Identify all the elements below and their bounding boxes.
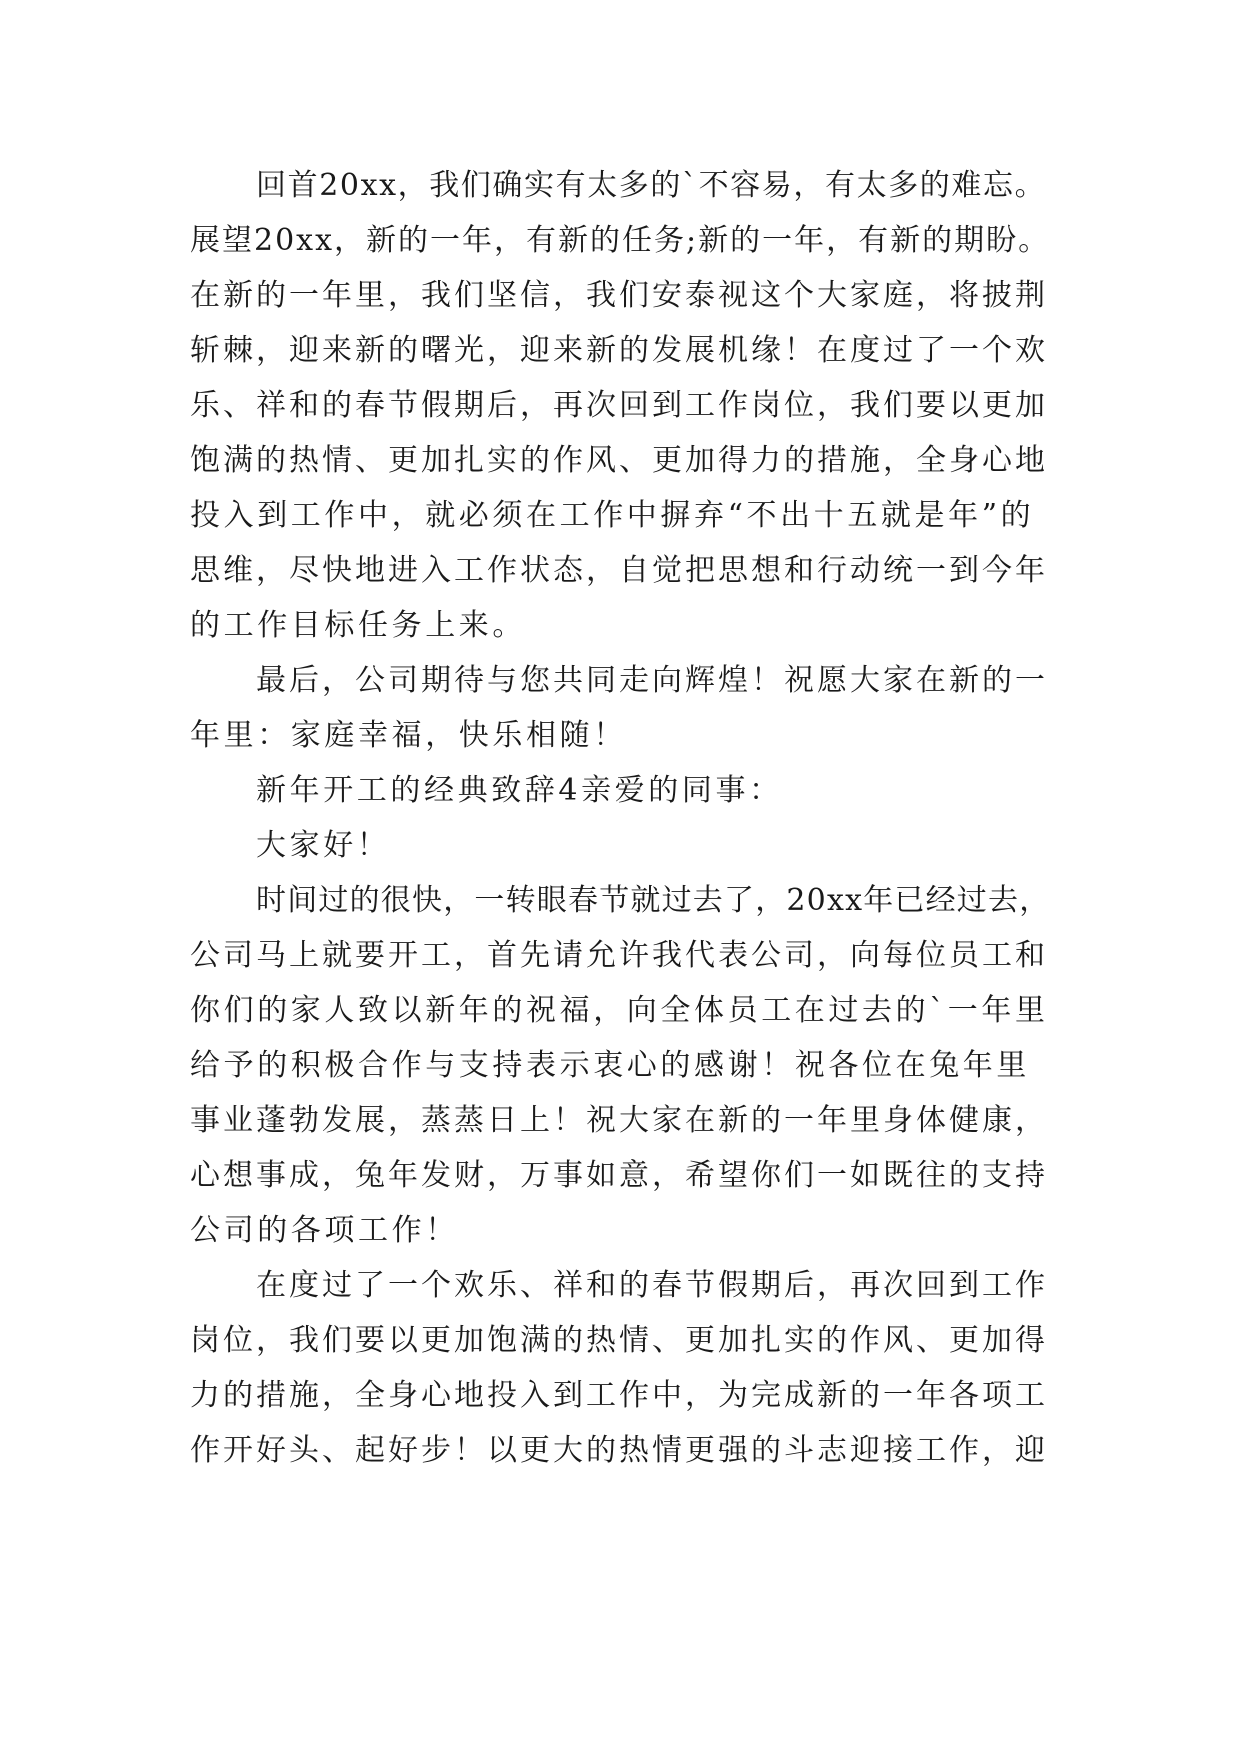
- text-line-22: 岗位，我们要以更加饱满的热情、更加扎实的作风、更加得: [190, 1323, 1048, 1358]
- text-line-2: 展望20xx，新的一年，有新的任务;新的一年，有新的期盼。: [190, 223, 1051, 258]
- text-line-9: 的工作目标任务上来。: [190, 608, 526, 643]
- text-line-11: 年里：家庭幸福，快乐相随！: [190, 718, 627, 753]
- text-line-4: 斩棘，迎来新的曙光，迎来新的发展机缘！在度过了一个欢: [190, 333, 1048, 368]
- text-line-3: 在新的一年里，我们坚信，我们安泰视这个大家庭，将披荆: [190, 278, 1048, 313]
- text-line-16: 你们的家人致以新年的祝福，向全体员工在过去的`一年里: [190, 993, 1049, 1028]
- text-line-12: 新年开工的经典致辞4亲爱的同事：: [256, 773, 783, 808]
- text-line-6: 饱满的热情、更加扎实的作风、更加得力的措施，全身心地: [190, 443, 1048, 478]
- text-line-20: 公司的各项工作！: [190, 1213, 459, 1248]
- text-line-15: 公司马上就要开工，首先请允许我代表公司，向每位员工和: [190, 938, 1048, 973]
- text-line-1: 回首20xx，我们确实有太多的`不容易，有太多的难忘。: [256, 168, 1047, 203]
- text-line-5: 乐、祥和的春节假期后，再次回到工作岗位，我们要以更加: [190, 388, 1048, 423]
- text-line-18: 事业蓬勃发展，蒸蒸日上！祝大家在新的一年里身体健康，: [190, 1103, 1048, 1138]
- text-line-13: 大家好！: [256, 828, 391, 863]
- text-line-14: 时间过的很快，一转眼春节就过去了，20xx年已经过去，: [256, 883, 1051, 918]
- text-line-8: 思维，尽快地进入工作状态，自觉把思想和行动统一到今年: [190, 553, 1048, 588]
- text-line-23: 力的措施，全身心地投入到工作中，为完成新的一年各项工: [190, 1378, 1048, 1413]
- text-line-19: 心想事成，兔年发财，万事如意，希望你们一如既往的支持: [190, 1158, 1048, 1193]
- text-line-24: 作开好头、起好步！以更大的热情更强的斗志迎接工作，迎: [190, 1433, 1048, 1468]
- text-line-21: 在度过了一个欢乐、祥和的春节假期后，再次回到工作: [256, 1268, 1048, 1303]
- text-line-17: 给予的积极合作与支持表示衷心的感谢！祝各位在兔年里: [190, 1048, 1030, 1083]
- text-line-7: 投入到工作中，就必须在工作中摒弃“不出十五就是年”的: [190, 498, 1035, 533]
- text-line-10: 最后，公司期待与您共同走向辉煌！祝愿大家在新的一: [256, 663, 1048, 698]
